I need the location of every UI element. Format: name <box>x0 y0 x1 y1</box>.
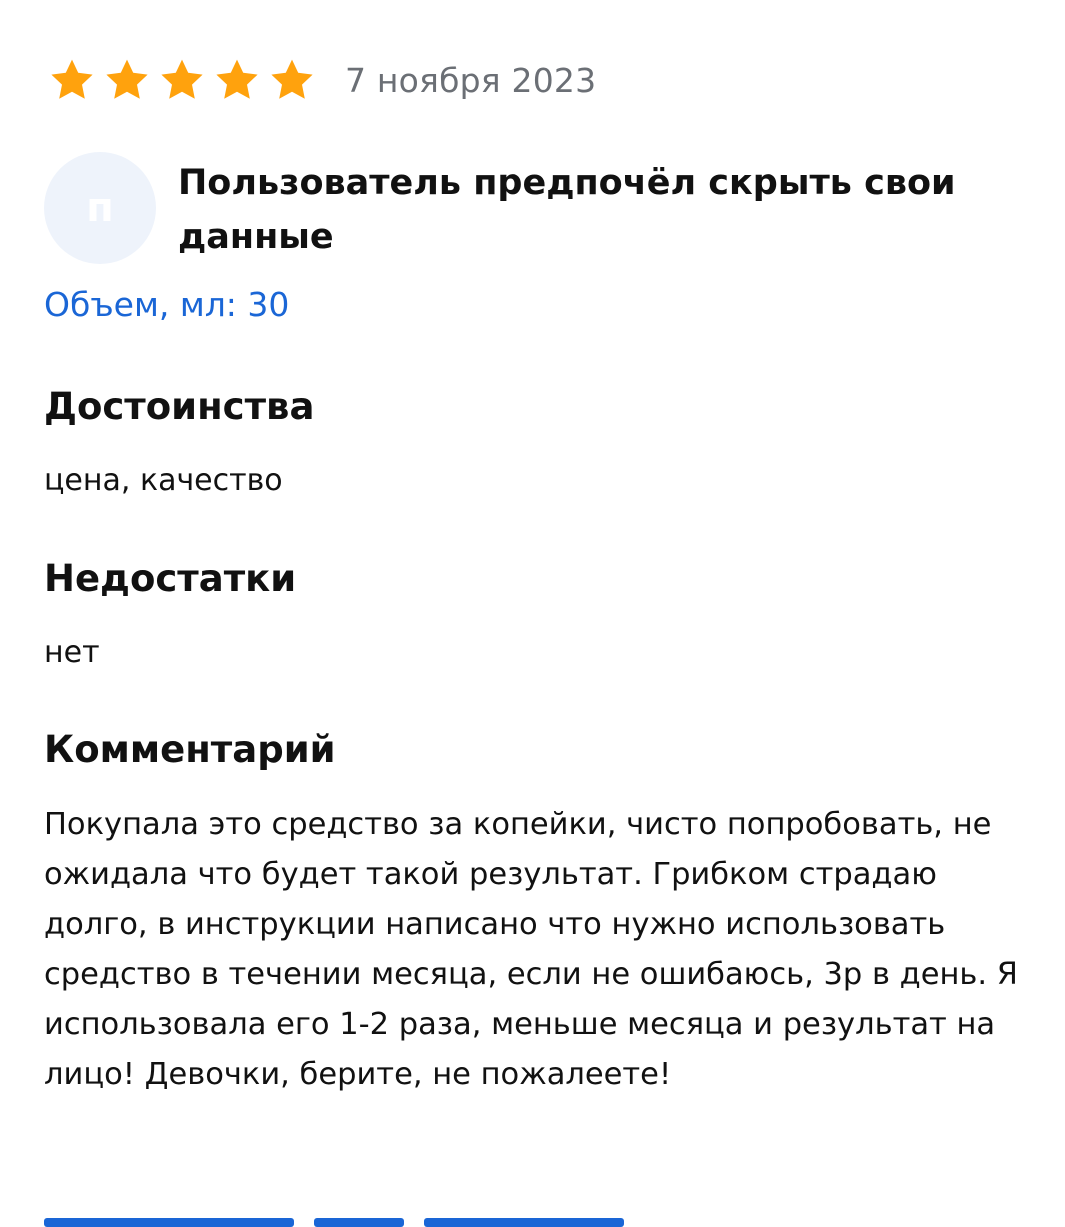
product-variant: Объем, мл: 30 <box>44 285 290 324</box>
star-rating <box>48 56 323 104</box>
comment-title: Комментарий <box>44 728 336 771</box>
pros-text: цена, качество <box>44 463 283 498</box>
cons-title: Недостатки <box>44 557 297 600</box>
pros-title: Достоинства <box>44 385 315 428</box>
star-icon <box>268 56 316 104</box>
avatar <box>44 152 156 264</box>
star-icon <box>48 56 96 104</box>
author-name: Пользователь предпочёл скрыть свои данные <box>178 163 956 257</box>
avatar-letter: п <box>86 185 114 231</box>
star-icon <box>103 56 151 104</box>
comment-text: Покупала это средство за копейки, чисто попробовать, не ожидала что будет такой результат. Грибком страдаю долго, в инструкции написано что нужно использовать средство в течении месяца, если не ошибаюсь, 3р в день. Я использовала его 1-2 раза, меньше месяца и результат на лицо! Девочки, берите, не пожалеете! <box>44 807 1018 1092</box>
review-date: 7 ноября 2023 <box>345 60 597 100</box>
star-icon <box>213 56 261 104</box>
rating-row <box>48 56 596 104</box>
cut-off-link[interactable] <box>44 1218 1024 1227</box>
review-author <box>44 152 998 264</box>
star-icon <box>158 56 206 104</box>
cons-text: нет <box>44 635 100 670</box>
